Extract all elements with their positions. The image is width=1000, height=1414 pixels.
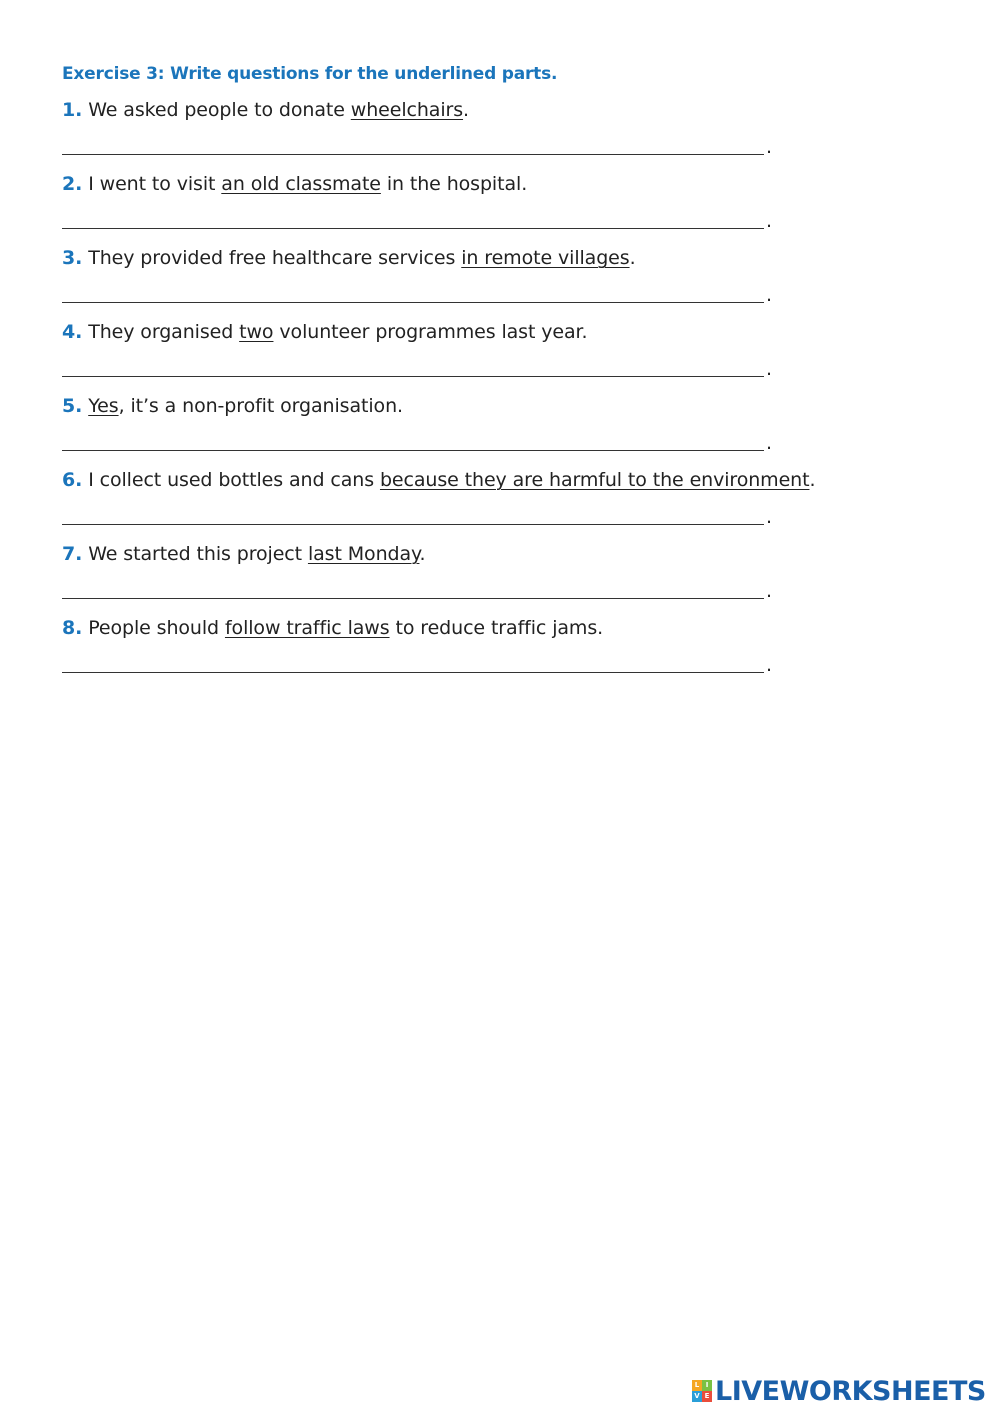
answer-line <box>62 672 764 673</box>
question-item-3 <box>62 235 922 309</box>
answer-line <box>62 228 764 229</box>
question-item-4 <box>62 309 922 383</box>
sentence-before: I collect used bottles and cans <box>82 469 380 491</box>
answer-field[interactable] <box>62 279 764 301</box>
underlined-part: wheelchairs <box>350 99 464 121</box>
question-sentence <box>62 245 636 271</box>
answer-field[interactable] <box>62 205 764 227</box>
question-sentence <box>62 171 527 197</box>
answer-line <box>62 524 764 525</box>
sentence-after: in the hospital. <box>380 173 528 195</box>
logo-letter-v: V <box>692 1391 702 1402</box>
question-item-6 <box>62 457 922 531</box>
sentence-before: We started this project <box>82 543 308 565</box>
underlined-part: follow traffic laws <box>224 617 390 639</box>
answer-field[interactable] <box>62 649 764 671</box>
worksheet <box>62 61 922 679</box>
answer-end-period: . <box>766 506 773 528</box>
answer-field[interactable] <box>62 501 764 523</box>
liveworksheets-logo-icon <box>692 1380 712 1402</box>
question-item-1 <box>62 87 922 161</box>
answer-line <box>62 450 764 451</box>
question-number: 2. <box>62 173 83 195</box>
answer-field[interactable] <box>62 427 764 449</box>
answer-end-period: . <box>766 654 773 676</box>
underlined-part: Yes <box>88 395 119 417</box>
answer-line <box>62 598 764 599</box>
sentence-after: . <box>419 543 426 565</box>
question-item-8 <box>62 605 922 679</box>
question-number: 6. <box>62 469 83 491</box>
sentence-after: . <box>463 99 469 121</box>
answer-line <box>62 302 764 303</box>
sentence-after: , it’s a non-profit organisation. <box>118 395 403 417</box>
sentence-before: People should <box>82 617 225 639</box>
answer-field[interactable] <box>62 353 764 375</box>
answer-end-period: . <box>766 284 773 306</box>
sentence-before: They organised <box>82 321 240 343</box>
question-number: 1. <box>62 99 83 121</box>
question-number: 7. <box>62 543 83 565</box>
answer-field[interactable] <box>62 131 764 153</box>
answer-end-period: . <box>766 580 773 602</box>
sentence-after: . <box>629 247 636 269</box>
question-sentence <box>62 615 603 641</box>
underlined-part: last Monday <box>307 543 420 565</box>
question-number: 4. <box>62 321 83 343</box>
liveworksheets-logo <box>692 1376 986 1406</box>
question-item-7 <box>62 531 922 605</box>
answer-line <box>62 376 764 377</box>
answer-end-period: . <box>766 210 773 232</box>
sentence-before: I went to visit <box>82 173 222 195</box>
question-number: 8. <box>62 617 83 639</box>
sentence-after: volunteer programmes last year. <box>273 321 588 343</box>
question-sentence <box>62 97 469 123</box>
answer-line <box>62 154 764 155</box>
sentence-after: . <box>809 469 816 491</box>
question-item-5 <box>62 383 922 457</box>
sentence-before: We asked people to donate <box>82 99 351 121</box>
question-sentence <box>62 541 425 567</box>
question-number: 3. <box>62 247 83 269</box>
question-item-2 <box>62 161 922 235</box>
question-sentence <box>62 467 815 493</box>
answer-field[interactable] <box>62 575 764 597</box>
sentence-before: They provided free healthcare services <box>82 247 462 269</box>
logo-letter-i: I <box>702 1380 712 1391</box>
liveworksheets-logo-text: LIVEWORKSHEETS <box>715 1375 986 1407</box>
question-sentence <box>62 393 403 419</box>
answer-end-period: . <box>766 432 773 454</box>
underlined-part: an old classmate <box>221 173 381 195</box>
answer-end-period: . <box>766 136 773 158</box>
underlined-part: because they are harmful to the environment <box>379 469 810 491</box>
question-sentence <box>62 319 587 345</box>
underlined-part: in remote villages <box>461 247 630 269</box>
exercise-title: Exercise 3: Write questions for the underlined parts. <box>62 64 558 84</box>
logo-letter-l: L <box>692 1380 702 1391</box>
answer-end-period: . <box>766 358 773 380</box>
sentence-after: to reduce traffic jams. <box>389 617 604 639</box>
underlined-part: two <box>239 321 274 343</box>
question-number: 5. <box>62 395 83 417</box>
logo-letter-e: E <box>702 1391 712 1402</box>
